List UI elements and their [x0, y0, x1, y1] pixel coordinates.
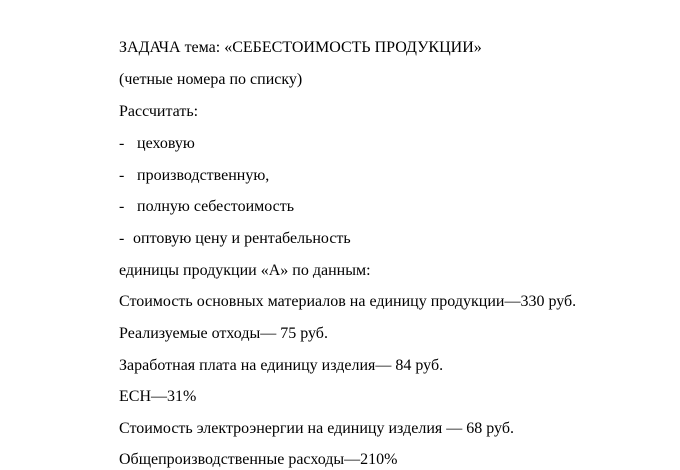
dash-marker: -	[119, 230, 125, 247]
dash-marker: -	[119, 198, 125, 215]
calc-label: Рассчитать:	[119, 103, 199, 120]
list-item-text: цеховую	[137, 135, 195, 152]
list-item	[119, 133, 195, 154]
list-item-text: производственную,	[137, 167, 270, 184]
list-item	[119, 196, 294, 217]
fact-line: Общепроизводственные расходы—210%	[119, 451, 398, 468]
dash-marker: -	[119, 167, 125, 184]
task-subtitle: (четные номера по списку)	[119, 71, 303, 88]
fact-line: Реализуемые отходы— 75 руб.	[119, 325, 328, 342]
fact-line: ЕСН—31%	[119, 388, 197, 405]
dash-marker: -	[119, 135, 125, 152]
unit-line: единицы продукции «А» по данным:	[119, 262, 371, 279]
fact-line: Заработная плата на единицу изделия— 84 руб.	[119, 357, 444, 374]
list-item-text: полную себестоимость	[137, 198, 295, 215]
fact-line: Стоимость основных материалов на единицу продукции—330 руб.	[119, 293, 577, 310]
list-item-text: оптовую цену и рентабельность	[133, 230, 351, 247]
task-title: ЗАДАЧА тема: «СЕБЕСТОИМОСТЬ ПРОДУКЦИИ»	[119, 39, 482, 56]
list-item	[119, 228, 351, 249]
list-item	[119, 165, 269, 186]
fact-line: Стоимость электроэнергии на единицу изделия — 68 руб.	[119, 420, 514, 437]
